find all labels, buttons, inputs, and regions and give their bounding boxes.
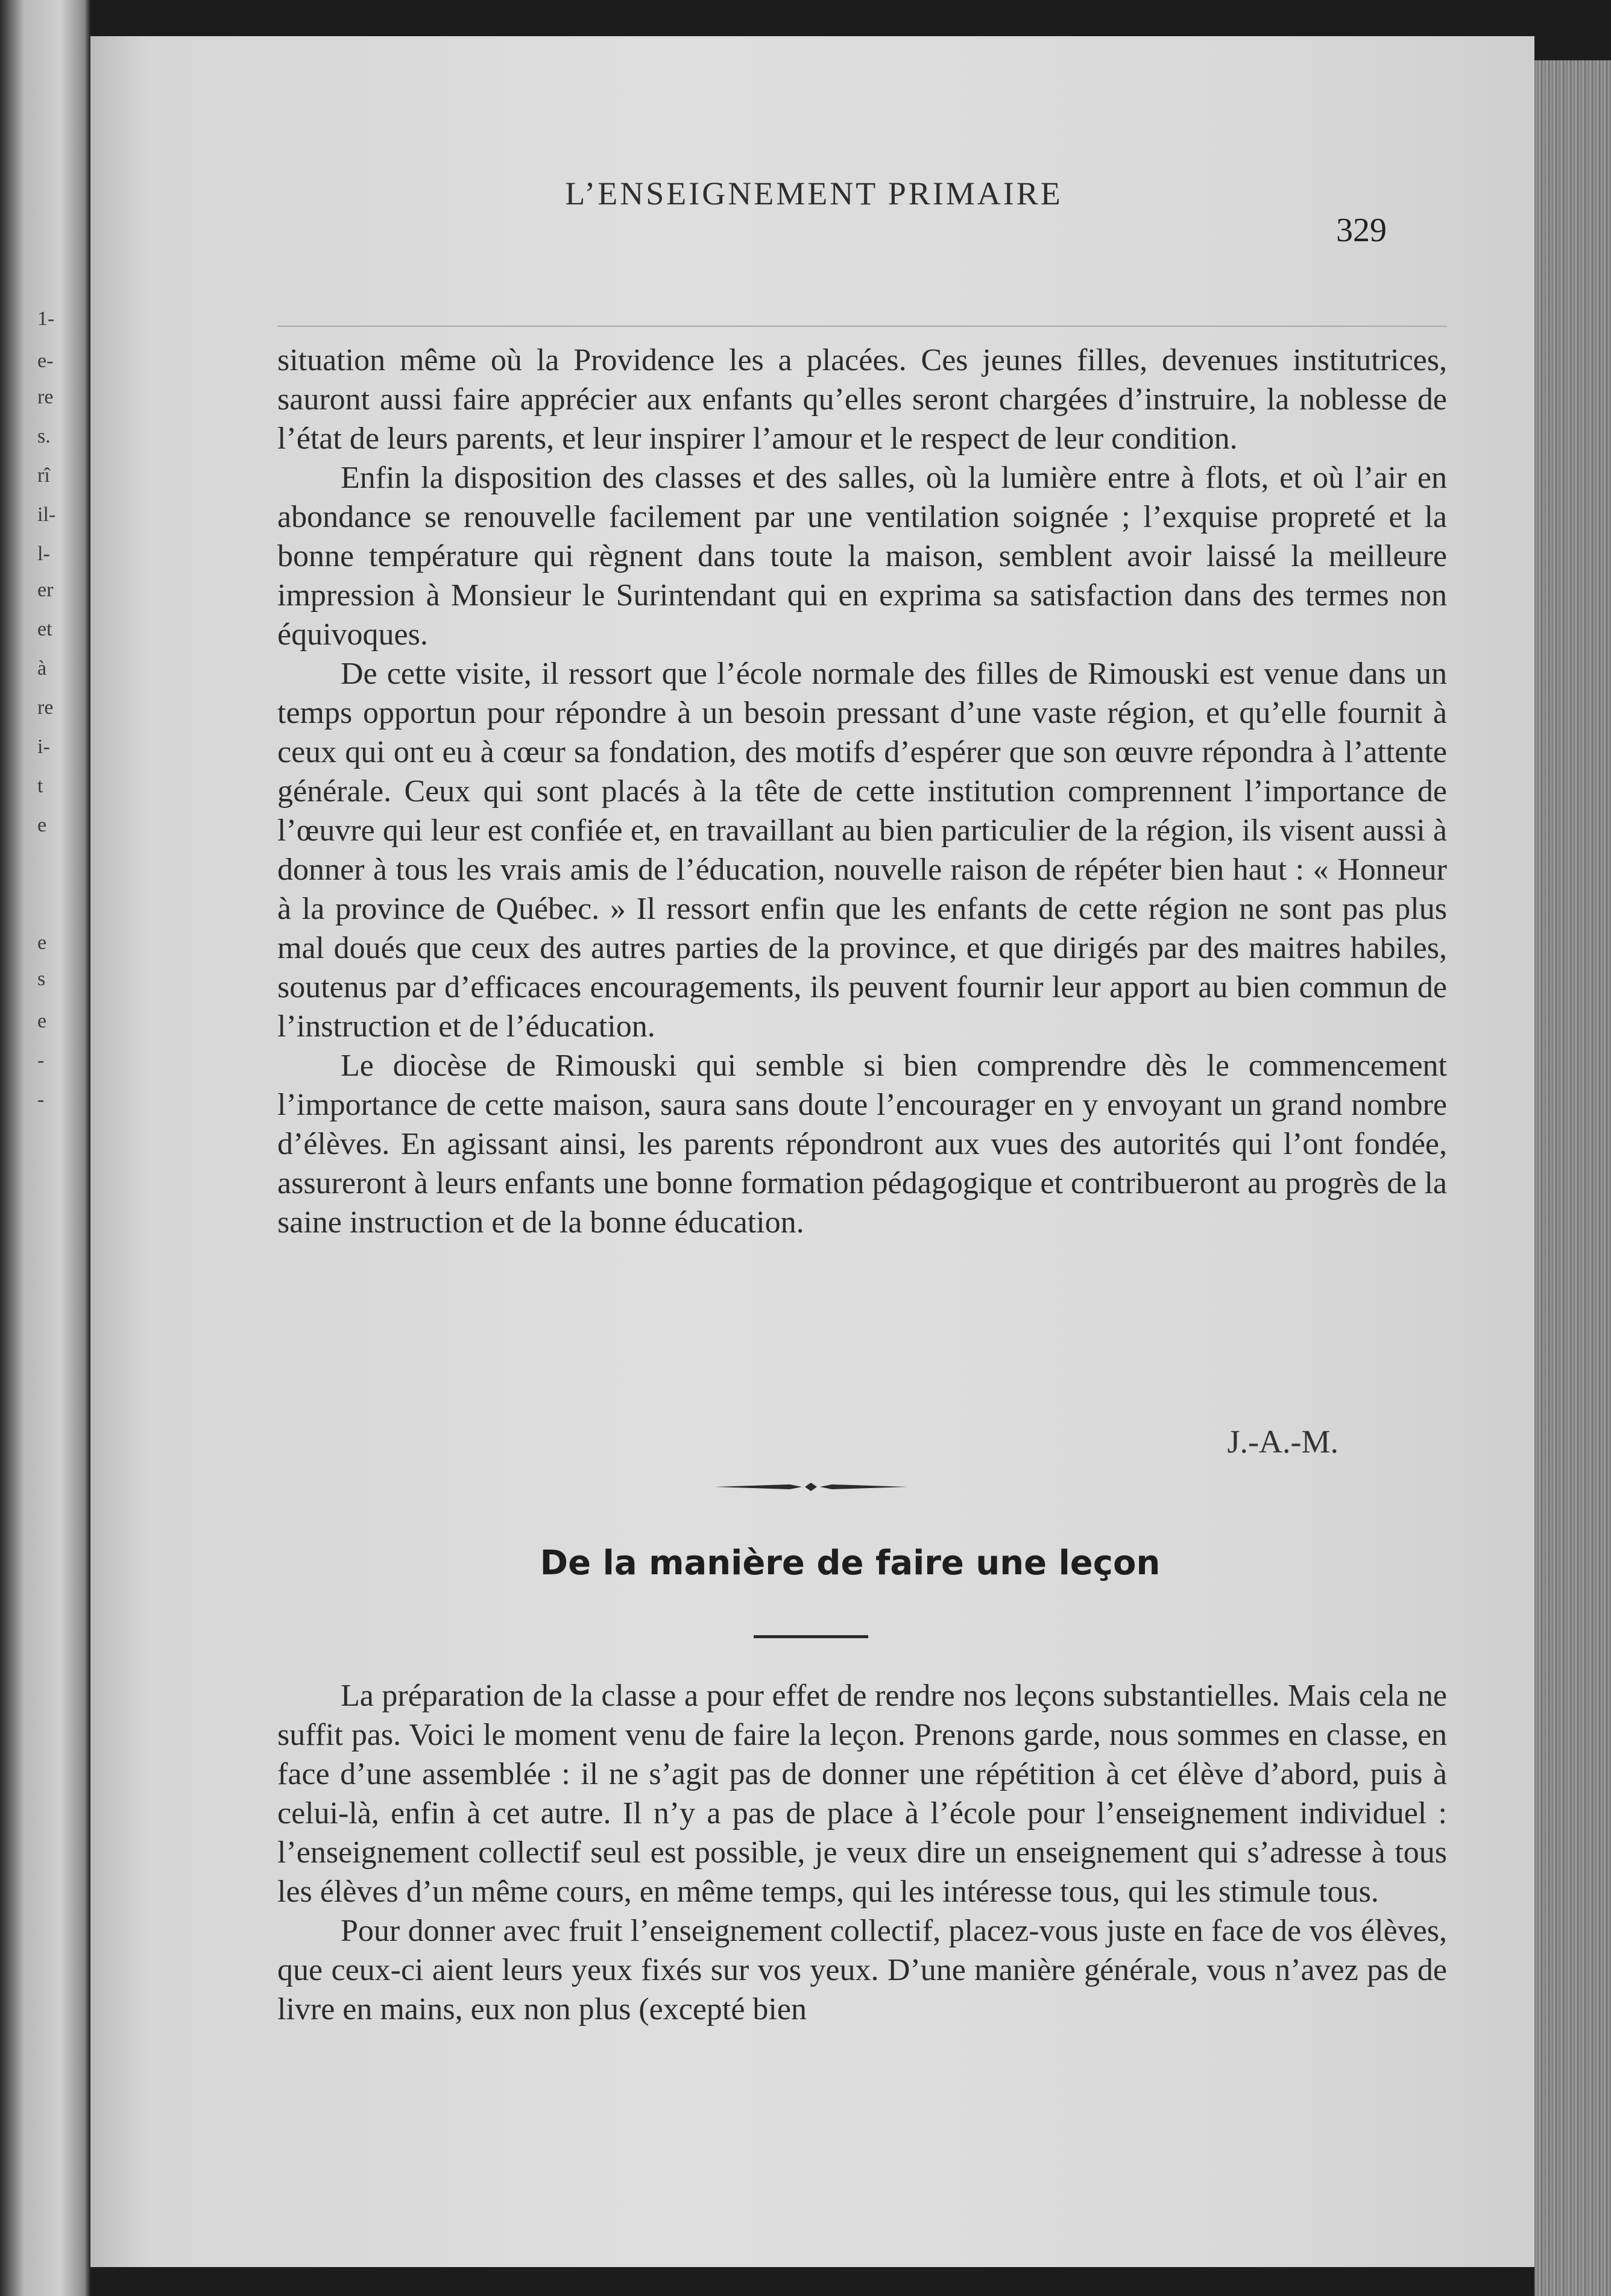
- margin-fragment: re: [37, 696, 54, 719]
- article-body: [277, 1676, 1447, 2029]
- paragraph: situation même où la Providence les a placées. Ces jeunes filles, devenues institutrices, sauront aussi faire apprécier aux enfants qu’elles seront chargées d’instruire, la noblesse de l’état de leurs parents, et leur inspirer l’amour et le respect de leur condition.: [277, 343, 1447, 456]
- paragraph: De cette visite, il ressort que l’école normale des filles de Rimouski est venue dans un temps opportun pour répondre à un besoin pressant d’une vaste région, et qu’elle fournit à ceux qui ont eu à cœur sa fondation, des motifs d’espérer que son œuvre répondra à l’attente générale. Ceux qui sont placés à la tête de cette institution comprennent l’importance de l’œuvre qui leur est confiée et, en travaillant au bien particulier de la région, ils visent aussi à donner à tous les vrais amis de l’éducation, nouvelle raison de répéter bien haut : « Honneur à la province de Québec. » Il ressort enfin que les enfants de cette région ne sont pas plus mal doués que ceux des autres parties de la province, et que dirigés par des maitres habiles, soutenus par d’efficaces encouragements, ils peuvent fournir leur apport au bien commun de l’instruction et de l’éducation.: [277, 657, 1447, 1044]
- margin-fragment: -: [37, 1088, 45, 1111]
- margin-fragment: e: [37, 814, 47, 836]
- paragraph: Le diocèse de Rimouski qui semble si bien comprendre dès le commencement l’importance de cette maison, saura sans doute l’encourager en y envoyant un grand nombre d’élèves. En agissant ainsi, les parents répondront aux vues des autorités qui l’ont fondée, assureront à leurs enfants une bonne formation pédagogique et contribueront au progrès de la saine instruction et de la bonne éducation.: [277, 1049, 1447, 1240]
- margin-fragment: s: [37, 968, 46, 990]
- section-ornament: [711, 1476, 910, 1498]
- author-signature: J.-A.-M.: [1227, 1424, 1338, 1460]
- paragraph: Pour donner avec fruit l’enseignement collectif, placez-vous juste en face de vos élèves, que ceux-ci aient leurs yeux fixés sur vos yeux. D’une manière générale, vous n’avez pas de livre en mains, eux non plus (excepté bien: [277, 1914, 1447, 2026]
- margin-fragment: à: [37, 657, 47, 680]
- title-rule: [754, 1635, 868, 1638]
- margin-fragment: 1-: [37, 308, 55, 330]
- margin-fragment: l-: [37, 543, 50, 565]
- header-rule: [277, 326, 1447, 327]
- adjacent-page-strip: [0, 0, 90, 2296]
- margin-fragment: rî: [37, 464, 50, 487]
- margin-fragment: e: [37, 932, 47, 954]
- margin-fragment: et: [37, 618, 52, 640]
- margin-fragment: re: [37, 386, 54, 408]
- margin-fragment: er: [37, 579, 54, 601]
- paragraph: Enfin la disposition des classes et des salles, où la lumière entre à flots, et où l’air en abondance se renouvelle facilement par une ventilation soignée ; l’exquise propreté et la bonne température qui règnent dans toute la maison, semblent avoir laissé la meilleure impression à Monsieur le Surintendant qui en exprima sa satisfaction dans des termes non équivoques.: [277, 461, 1447, 652]
- margin-fragment: t: [37, 775, 43, 797]
- margin-fragment: e: [37, 1010, 47, 1032]
- article-body: [277, 341, 1447, 1242]
- section-title: De la manière de faire une leçon: [540, 1544, 1161, 1583]
- margin-fragment: -: [37, 1049, 45, 1071]
- margin-fragment: i-: [37, 736, 50, 758]
- running-head: L’ENSEIGNEMENT PRIMAIRE: [565, 175, 1063, 212]
- page-number: 329: [1336, 212, 1387, 249]
- margin-fragment: s.: [37, 425, 51, 447]
- book-page: [90, 36, 1534, 2267]
- page-stack-edge: [1534, 60, 1611, 2296]
- paragraph: La préparation de la classe a pour effet de rendre nos leçons substantielles. Mais cela ne suffit pas. Voici le moment venu de faire la leçon. Prenons garde, nous sommes en classe, en face d’une assemblée : il ne s’agit pas de donner une répétition à cet élève d’abord, puis à celui-là, enfin à cet autre. Il n’y a pas de place à l’école pour l’enseignement individuel : l’enseignement collectif seul est possible, je veux dire un enseignement qui s’adresse à tous les élèves d’un même cours, en même temps, qui les intéresse tous, qui les stimule tous.: [277, 1679, 1447, 1909]
- margin-fragment: e-: [37, 350, 54, 372]
- margin-fragment: il-: [37, 503, 56, 526]
